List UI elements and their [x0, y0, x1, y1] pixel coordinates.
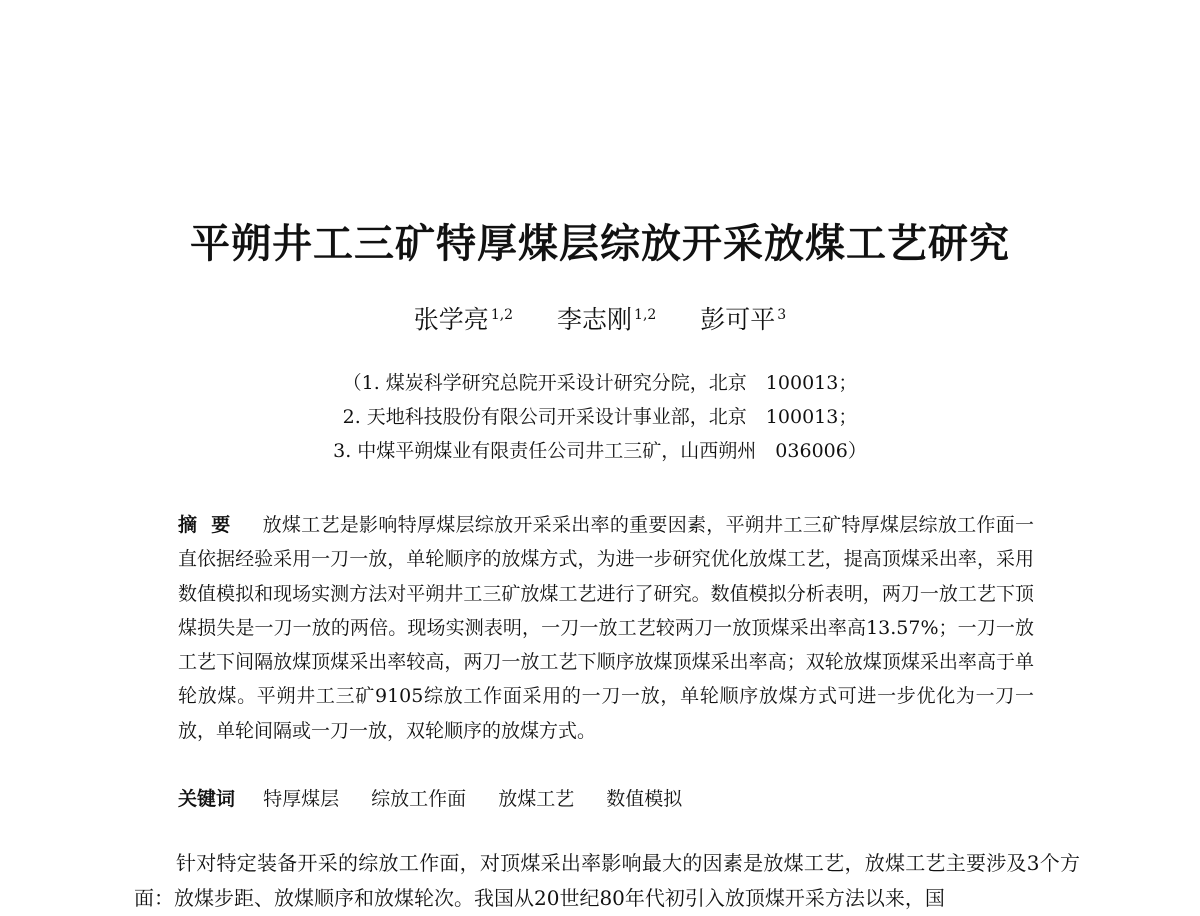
- keywords-label: 关键词: [178, 788, 236, 810]
- affiliation-block: [0, 366, 1200, 468]
- keywords: [178, 784, 708, 811]
- author-affiliation-sup: 3: [777, 306, 787, 323]
- author-affiliation-sup: 1,2: [634, 306, 657, 323]
- affiliation-line: 2. 天地科技股份有限公司开采设计事业部，北京 100013；: [342, 406, 858, 428]
- keyword: 特厚煤层: [263, 788, 340, 810]
- author-name: 张学亮: [413, 305, 489, 334]
- author: [414, 300, 513, 336]
- keyword: 数值模拟: [606, 788, 683, 810]
- affiliation-line: 3. 中煤平朔煤业有限责任公司井工三矿，山西朔州 036006）: [333, 440, 867, 462]
- affiliation-line: （1. 煤炭科学研究总院开采设计研究分院，北京 100013；: [342, 372, 858, 394]
- author-name: 彭可平: [700, 305, 776, 334]
- author-name: 李志刚: [557, 305, 633, 334]
- abstract-label: 摘要: [178, 514, 245, 536]
- author: [700, 300, 786, 336]
- author-affiliation-sup: 1,2: [490, 306, 514, 323]
- keyword: 综放工作面: [371, 788, 467, 810]
- abstract-text: 放煤工艺是影响特厚煤层综放开采采出率的重要因素，平朔井工三矿特厚煤层综放工作面一直依据经验采用一刀一放，单轮顺序的放煤方式，为进一步研究优化放煤工艺，提高顶煤采出率，采用数值模拟和现场实测方法对平朔井工三矿放煤工艺进行了研究。数值模拟分析表明，两刀一放工艺下顶煤损失是一刀一放的两倍。现场实测表明，一刀一放工艺较两刀一放顶煤采出率高13.57%；一刀一放工艺下间隔放煤顶煤采出率较高，两刀一放工艺下顺序放煤顶煤采出率高；双轮放煤顶煤采出率高于单轮放煤。平朔井工三矿9105综放工作面采用的一刀一放，单轮顺序放煤方式可进一步优化为一刀一放，单轮间隔或一刀一放，双轮顺序的放煤方式。: [178, 514, 1034, 742]
- author: [557, 300, 656, 336]
- body-paragraph: 针对特定装备开采的综放工作面，对顶煤采出率影响最大的因素是放煤工艺，放煤工艺主要涉及3个方面：放煤步距、放煤顺序和放煤轮次。我国从20世纪80年代初引入放顶煤开采方法以来，国: [134, 851, 1080, 910]
- author-list: [0, 300, 1200, 336]
- paper-title: 平朔井工三矿特厚煤层综放开采放煤工艺研究: [190, 221, 1010, 267]
- keyword: 放煤工艺: [498, 788, 575, 810]
- abstract: [178, 508, 1034, 748]
